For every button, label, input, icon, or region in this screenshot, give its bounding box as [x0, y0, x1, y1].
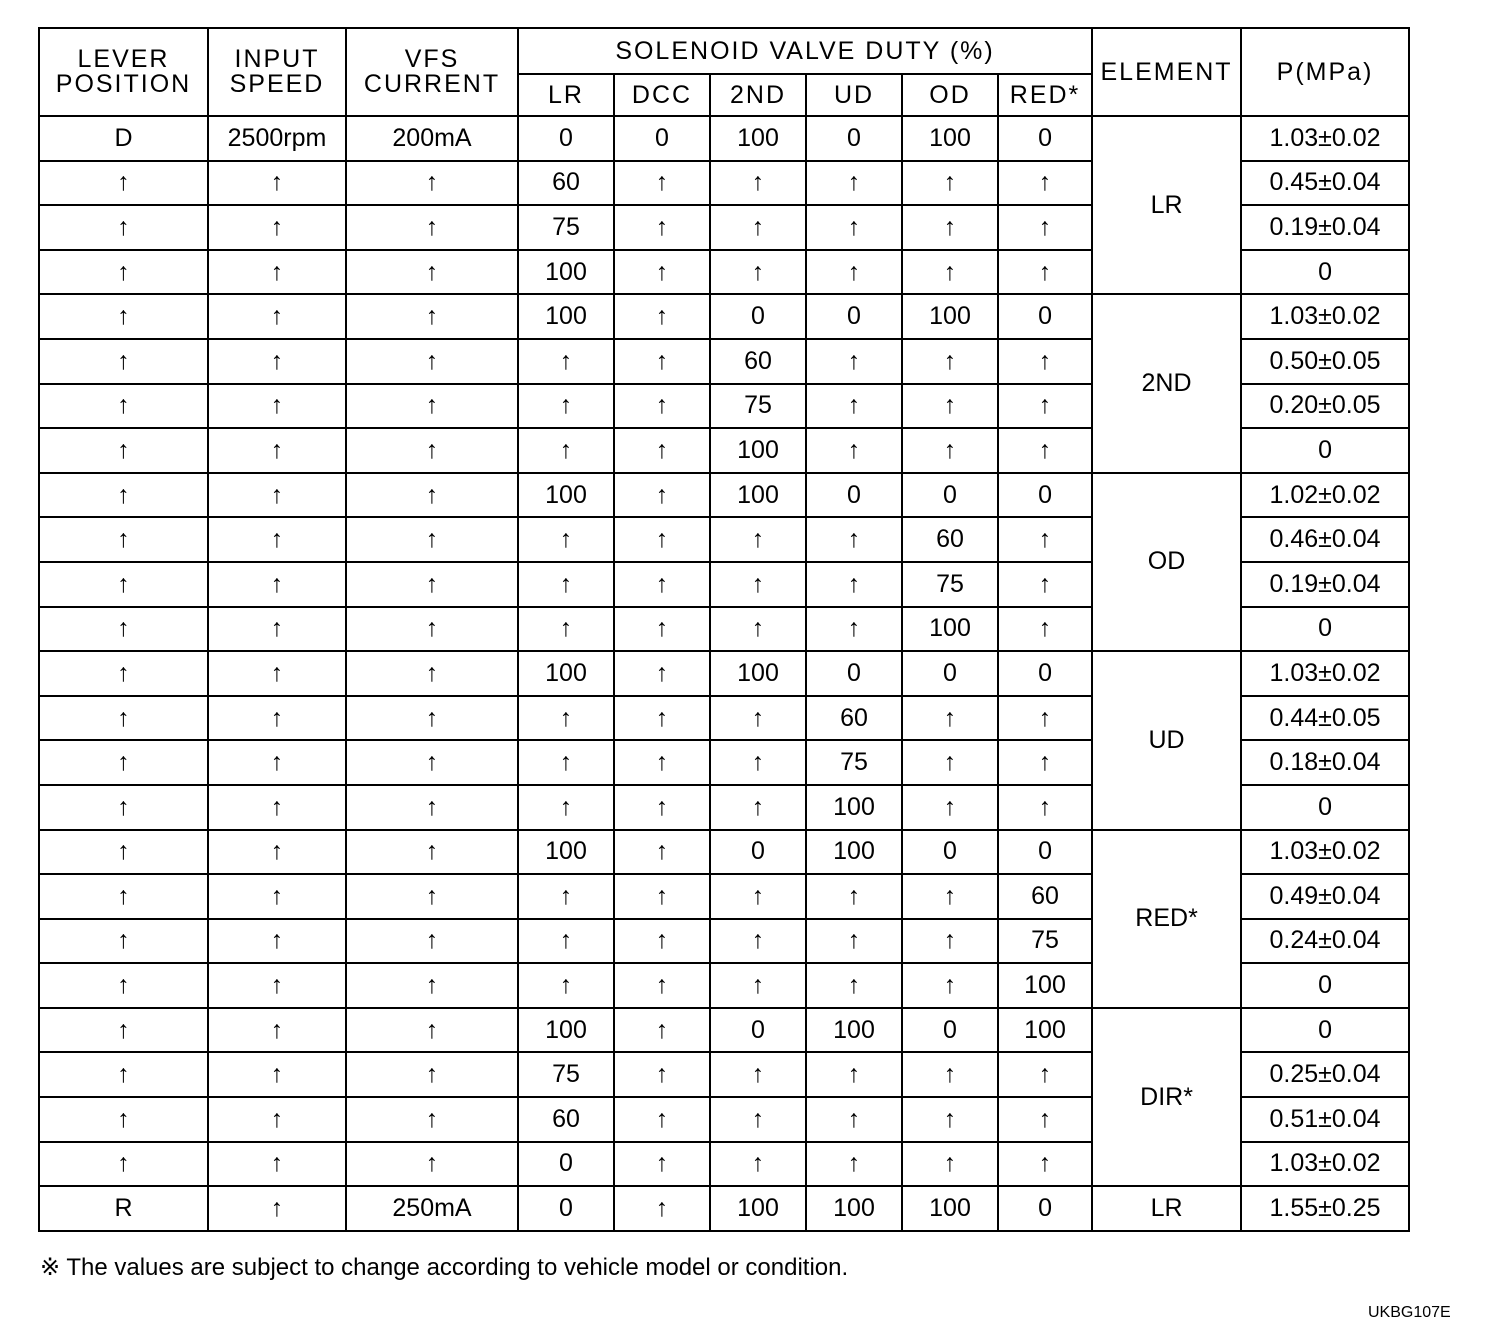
input-speed-cell: ↑ — [208, 473, 346, 518]
duty-cell: 60 — [518, 1097, 614, 1142]
duty-cell: 0 — [902, 1008, 998, 1053]
table-row — [39, 830, 1409, 875]
pressure-cell: 0 — [1241, 428, 1409, 473]
duty-cell: ↑ — [710, 963, 806, 1008]
pressure-cell: 0 — [1241, 1008, 1409, 1053]
table-row — [39, 1008, 1409, 1053]
duty-cell: 100 — [710, 1186, 806, 1231]
lever-position-cell: ↑ — [39, 473, 208, 518]
duty-cell: ↑ — [614, 785, 710, 830]
duty-cell: 0 — [998, 116, 1092, 161]
lever-position-cell: ↑ — [39, 205, 208, 250]
input-speed-cell: ↑ — [208, 963, 346, 1008]
vfs-current-cell: ↑ — [346, 874, 518, 919]
lever-position-cell: ↑ — [39, 428, 208, 473]
lever-position-cell: ↑ — [39, 830, 208, 875]
duty-cell: ↑ — [710, 696, 806, 741]
input-speed-cell: ↑ — [208, 1008, 346, 1053]
table-row — [39, 116, 1409, 161]
element-cell: UD — [1092, 651, 1241, 829]
duty-cell: ↑ — [710, 785, 806, 830]
duty-cell: ↑ — [614, 1008, 710, 1053]
vfs-current-cell: ↑ — [346, 294, 518, 339]
pressure-cell: 0.45±0.04 — [1241, 161, 1409, 206]
duty-cell: ↑ — [806, 384, 902, 429]
input-speed-cell: ↑ — [208, 785, 346, 830]
duty-cell: ↑ — [902, 384, 998, 429]
duty-cell: ↑ — [902, 785, 998, 830]
vfs-current-cell: ↑ — [346, 384, 518, 429]
pressure-cell: 0.18±0.04 — [1241, 740, 1409, 785]
input-speed-cell: ↑ — [208, 830, 346, 875]
duty-cell: 0 — [518, 1186, 614, 1231]
duty-cell: ↑ — [710, 250, 806, 295]
lever-position-cell: ↑ — [39, 607, 208, 652]
duty-cell: ↑ — [998, 339, 1092, 384]
lever-position-cell: ↑ — [39, 294, 208, 339]
input-speed-cell: ↑ — [208, 562, 346, 607]
duty-cell: ↑ — [998, 696, 1092, 741]
lever-position-cell: ↑ — [39, 384, 208, 429]
duty-cell: ↑ — [806, 1097, 902, 1142]
duty-cell: ↑ — [710, 1097, 806, 1142]
duty-cell: 100 — [998, 963, 1092, 1008]
input-speed-cell: ↑ — [208, 874, 346, 919]
duty-cell: ↑ — [710, 607, 806, 652]
duty-cell: 100 — [710, 116, 806, 161]
duty-cell: ↑ — [614, 874, 710, 919]
lever-position-cell: ↑ — [39, 1008, 208, 1053]
duty-cell: ↑ — [518, 339, 614, 384]
duty-cell: ↑ — [710, 919, 806, 964]
duty-cell: ↑ — [998, 1142, 1092, 1187]
duty-cell: ↑ — [806, 517, 902, 562]
duty-cell: 100 — [518, 294, 614, 339]
duty-cell: 75 — [518, 205, 614, 250]
pressure-cell: 0.24±0.04 — [1241, 919, 1409, 964]
input-speed-cell: ↑ — [208, 161, 346, 206]
lever-position-cell: ↑ — [39, 1052, 208, 1097]
lever-position-cell: ↑ — [39, 250, 208, 295]
duty-cell: 0 — [806, 116, 902, 161]
header-vfs-current: VFS CURRENT — [346, 28, 518, 116]
vfs-current-cell: ↑ — [346, 1097, 518, 1142]
pressure-cell: 0.46±0.04 — [1241, 517, 1409, 562]
duty-cell: 100 — [902, 607, 998, 652]
input-speed-cell: ↑ — [208, 1186, 346, 1231]
duty-cell: ↑ — [614, 1052, 710, 1097]
pressure-cell: 1.03±0.02 — [1241, 651, 1409, 696]
input-speed-cell: ↑ — [208, 517, 346, 562]
pressure-cell: 0 — [1241, 785, 1409, 830]
input-speed-cell: ↑ — [208, 1097, 346, 1142]
lever-position-cell: ↑ — [39, 651, 208, 696]
duty-cell: ↑ — [806, 562, 902, 607]
pressure-cell: 0.49±0.04 — [1241, 874, 1409, 919]
duty-cell: ↑ — [998, 1097, 1092, 1142]
element-cell: 2ND — [1092, 294, 1241, 472]
duty-cell: ↑ — [614, 562, 710, 607]
duty-cell: 75 — [806, 740, 902, 785]
input-speed-cell: ↑ — [208, 428, 346, 473]
header-solenoid-2nd: 2ND — [710, 74, 806, 116]
duty-cell: 60 — [998, 874, 1092, 919]
duty-cell: 100 — [902, 294, 998, 339]
duty-cell: ↑ — [614, 830, 710, 875]
lever-position-cell: ↑ — [39, 919, 208, 964]
duty-cell: 75 — [710, 384, 806, 429]
duty-cell: 100 — [806, 1186, 902, 1231]
duty-cell: ↑ — [518, 562, 614, 607]
header-pressure: P(MPa) — [1241, 28, 1409, 116]
pressure-cell: 0.20±0.05 — [1241, 384, 1409, 429]
duty-cell: ↑ — [902, 1052, 998, 1097]
duty-cell: 60 — [710, 339, 806, 384]
duty-cell: ↑ — [902, 205, 998, 250]
duty-cell: 100 — [518, 250, 614, 295]
duty-cell: ↑ — [518, 607, 614, 652]
vfs-current-cell: 200mA — [346, 116, 518, 161]
lever-position-cell: ↑ — [39, 874, 208, 919]
duty-cell: 100 — [806, 830, 902, 875]
lever-position-cell: ↑ — [39, 161, 208, 206]
vfs-current-cell: ↑ — [346, 517, 518, 562]
duty-cell: ↑ — [614, 740, 710, 785]
duty-cell: ↑ — [614, 250, 710, 295]
pressure-cell: 0.19±0.04 — [1241, 205, 1409, 250]
duty-cell: 100 — [518, 830, 614, 875]
duty-cell: ↑ — [806, 1052, 902, 1097]
lever-position-cell: ↑ — [39, 1142, 208, 1187]
pressure-cell: 0.51±0.04 — [1241, 1097, 1409, 1142]
duty-cell: 100 — [710, 473, 806, 518]
pressure-cell: 0.25±0.04 — [1241, 1052, 1409, 1097]
duty-cell: ↑ — [710, 874, 806, 919]
duty-cell: 100 — [902, 1186, 998, 1231]
duty-cell: ↑ — [902, 250, 998, 295]
duty-cell: ↑ — [998, 607, 1092, 652]
duty-cell: ↑ — [518, 874, 614, 919]
vfs-current-cell: ↑ — [346, 161, 518, 206]
duty-cell: 0 — [998, 651, 1092, 696]
input-speed-cell: ↑ — [208, 740, 346, 785]
duty-cell: ↑ — [998, 1052, 1092, 1097]
duty-cell: ↑ — [998, 562, 1092, 607]
element-cell: OD — [1092, 473, 1241, 651]
duty-cell: 0 — [806, 294, 902, 339]
vfs-current-cell: ↑ — [346, 1008, 518, 1053]
duty-cell: 0 — [518, 116, 614, 161]
header-solenoid-dcc: DCC — [614, 74, 710, 116]
pressure-cell: 1.55±0.25 — [1241, 1186, 1409, 1231]
duty-cell: 0 — [806, 651, 902, 696]
duty-cell: 0 — [998, 1186, 1092, 1231]
element-cell: LR — [1092, 116, 1241, 294]
duty-cell: ↑ — [710, 740, 806, 785]
duty-cell: 100 — [710, 651, 806, 696]
duty-cell: ↑ — [614, 919, 710, 964]
duty-cell: ↑ — [806, 919, 902, 964]
input-speed-cell: ↑ — [208, 339, 346, 384]
duty-cell: 0 — [998, 294, 1092, 339]
duty-cell: ↑ — [614, 161, 710, 206]
input-speed-cell: ↑ — [208, 1142, 346, 1187]
duty-cell: ↑ — [998, 428, 1092, 473]
duty-cell: ↑ — [518, 384, 614, 429]
header-element: ELEMENT — [1092, 28, 1241, 116]
duty-cell: 100 — [902, 116, 998, 161]
duty-cell: 0 — [710, 1008, 806, 1053]
input-speed-cell: ↑ — [208, 384, 346, 429]
input-speed-cell: ↑ — [208, 205, 346, 250]
duty-cell: 100 — [518, 1008, 614, 1053]
duty-cell: 0 — [806, 473, 902, 518]
duty-cell: ↑ — [806, 339, 902, 384]
header-solenoid-valve-duty: SOLENOID VALVE DUTY (%) — [518, 28, 1092, 74]
pressure-cell: 1.03±0.02 — [1241, 830, 1409, 875]
input-speed-cell: 2500rpm — [208, 116, 346, 161]
vfs-current-cell: 250mA — [346, 1186, 518, 1231]
duty-cell: 100 — [518, 651, 614, 696]
vfs-current-cell: ↑ — [346, 785, 518, 830]
duty-cell: ↑ — [902, 1142, 998, 1187]
duty-cell: ↑ — [614, 428, 710, 473]
input-speed-cell: ↑ — [208, 919, 346, 964]
input-speed-cell: ↑ — [208, 696, 346, 741]
duty-cell: 0 — [998, 830, 1092, 875]
duty-cell: 0 — [710, 830, 806, 875]
header-solenoid-lr: LR — [518, 74, 614, 116]
duty-cell: ↑ — [518, 517, 614, 562]
duty-cell: 0 — [902, 473, 998, 518]
duty-cell: ↑ — [710, 1142, 806, 1187]
duty-cell: 100 — [806, 1008, 902, 1053]
vfs-current-cell: ↑ — [346, 740, 518, 785]
vfs-current-cell: ↑ — [346, 473, 518, 518]
duty-cell: 100 — [806, 785, 902, 830]
duty-cell: ↑ — [998, 205, 1092, 250]
lever-position-cell: ↑ — [39, 785, 208, 830]
input-speed-cell: ↑ — [208, 651, 346, 696]
duty-cell: ↑ — [614, 294, 710, 339]
table-row — [39, 294, 1409, 339]
vfs-current-cell: ↑ — [346, 651, 518, 696]
input-speed-cell: ↑ — [208, 250, 346, 295]
duty-cell: ↑ — [902, 874, 998, 919]
duty-cell: 60 — [902, 517, 998, 562]
duty-cell: ↑ — [614, 696, 710, 741]
duty-cell: ↑ — [518, 963, 614, 1008]
duty-cell: ↑ — [614, 651, 710, 696]
duty-cell: 100 — [518, 473, 614, 518]
vfs-current-cell: ↑ — [346, 339, 518, 384]
header-lever-position: LEVER POSITION — [39, 28, 208, 116]
header-input-speed: INPUT SPEED — [208, 28, 346, 116]
duty-cell: ↑ — [614, 1097, 710, 1142]
duty-cell: ↑ — [806, 874, 902, 919]
header-solenoid-ud: UD — [806, 74, 902, 116]
duty-cell: ↑ — [614, 963, 710, 1008]
lever-position-cell: D — [39, 116, 208, 161]
vfs-current-cell: ↑ — [346, 919, 518, 964]
element-cell: DIR* — [1092, 1008, 1241, 1186]
pressure-cell: 1.03±0.02 — [1241, 1142, 1409, 1187]
vfs-current-cell: ↑ — [346, 428, 518, 473]
duty-cell: ↑ — [902, 963, 998, 1008]
duty-cell: ↑ — [806, 428, 902, 473]
vfs-current-cell: ↑ — [346, 607, 518, 652]
figure-code: UKBG107E — [1368, 1304, 1451, 1321]
header-solenoid-red: RED* — [998, 74, 1092, 116]
duty-cell: 100 — [998, 1008, 1092, 1053]
duty-cell: ↑ — [806, 205, 902, 250]
duty-cell: 75 — [998, 919, 1092, 964]
duty-cell: ↑ — [614, 384, 710, 429]
input-speed-cell: ↑ — [208, 607, 346, 652]
vfs-current-cell: ↑ — [346, 963, 518, 1008]
solenoid-valve-duty-table — [38, 27, 1410, 1232]
lever-position-cell: ↑ — [39, 517, 208, 562]
duty-cell: ↑ — [806, 607, 902, 652]
pressure-cell: 1.03±0.02 — [1241, 116, 1409, 161]
lever-position-cell: ↑ — [39, 562, 208, 607]
duty-cell: 0 — [902, 830, 998, 875]
duty-cell: ↑ — [902, 1097, 998, 1142]
duty-cell: ↑ — [998, 384, 1092, 429]
lever-position-cell: ↑ — [39, 963, 208, 1008]
lever-position-cell: R — [39, 1186, 208, 1231]
duty-cell: 75 — [518, 1052, 614, 1097]
duty-cell: ↑ — [614, 517, 710, 562]
duty-cell: ↑ — [806, 161, 902, 206]
element-cell: LR — [1092, 1186, 1241, 1231]
duty-cell: 60 — [518, 161, 614, 206]
duty-cell: ↑ — [518, 740, 614, 785]
duty-cell: 0 — [902, 651, 998, 696]
duty-cell: ↑ — [518, 428, 614, 473]
pressure-cell: 0 — [1241, 607, 1409, 652]
lever-position-cell: ↑ — [39, 1097, 208, 1142]
duty-cell: ↑ — [614, 607, 710, 652]
lever-position-cell: ↑ — [39, 339, 208, 384]
footnote: ※ The values are subject to change according to vehicle model or condition. — [40, 1254, 849, 1281]
table-row — [39, 1186, 1409, 1231]
pressure-cell: 1.03±0.02 — [1241, 294, 1409, 339]
duty-cell: ↑ — [710, 161, 806, 206]
duty-cell: ↑ — [614, 1186, 710, 1231]
duty-cell: ↑ — [614, 205, 710, 250]
pressure-cell: 0.44±0.05 — [1241, 696, 1409, 741]
pressure-cell: 0.19±0.04 — [1241, 562, 1409, 607]
vfs-current-cell: ↑ — [346, 1052, 518, 1097]
duty-cell: ↑ — [998, 517, 1092, 562]
duty-cell: ↑ — [902, 740, 998, 785]
duty-cell: ↑ — [710, 562, 806, 607]
duty-cell: ↑ — [902, 696, 998, 741]
duty-cell: ↑ — [902, 161, 998, 206]
duty-cell: 60 — [806, 696, 902, 741]
duty-cell: ↑ — [614, 339, 710, 384]
duty-cell: ↑ — [902, 339, 998, 384]
duty-cell: ↑ — [614, 473, 710, 518]
duty-cell: ↑ — [614, 1142, 710, 1187]
input-speed-cell: ↑ — [208, 294, 346, 339]
pressure-cell: 1.02±0.02 — [1241, 473, 1409, 518]
pressure-cell: 0.50±0.05 — [1241, 339, 1409, 384]
duty-cell: ↑ — [902, 428, 998, 473]
duty-cell: ↑ — [518, 919, 614, 964]
vfs-current-cell: ↑ — [346, 250, 518, 295]
duty-cell: ↑ — [806, 963, 902, 1008]
pressure-cell: 0 — [1241, 963, 1409, 1008]
duty-cell: 75 — [902, 562, 998, 607]
duty-cell: ↑ — [518, 696, 614, 741]
table-body — [39, 116, 1409, 1231]
vfs-current-cell: ↑ — [346, 696, 518, 741]
duty-cell: ↑ — [710, 1052, 806, 1097]
pressure-cell: 0 — [1241, 250, 1409, 295]
duty-cell: ↑ — [806, 250, 902, 295]
duty-cell: ↑ — [710, 517, 806, 562]
duty-cell: ↑ — [998, 161, 1092, 206]
duty-cell: ↑ — [902, 919, 998, 964]
duty-cell: ↑ — [998, 785, 1092, 830]
lever-position-cell: ↑ — [39, 696, 208, 741]
duty-cell: ↑ — [518, 785, 614, 830]
input-speed-cell: ↑ — [208, 1052, 346, 1097]
duty-cell: ↑ — [998, 740, 1092, 785]
duty-cell: 0 — [998, 473, 1092, 518]
header-solenoid-od: OD — [902, 74, 998, 116]
vfs-current-cell: ↑ — [346, 562, 518, 607]
duty-cell: 0 — [614, 116, 710, 161]
table-row — [39, 473, 1409, 518]
duty-cell: ↑ — [998, 250, 1092, 295]
duty-cell: 100 — [710, 428, 806, 473]
table-row — [39, 651, 1409, 696]
vfs-current-cell: ↑ — [346, 830, 518, 875]
duty-cell: ↑ — [806, 1142, 902, 1187]
duty-cell: 0 — [710, 294, 806, 339]
lever-position-cell: ↑ — [39, 740, 208, 785]
element-cell: RED* — [1092, 830, 1241, 1008]
vfs-current-cell: ↑ — [346, 1142, 518, 1187]
duty-cell: 0 — [518, 1142, 614, 1187]
vfs-current-cell: ↑ — [346, 205, 518, 250]
duty-cell: ↑ — [710, 205, 806, 250]
